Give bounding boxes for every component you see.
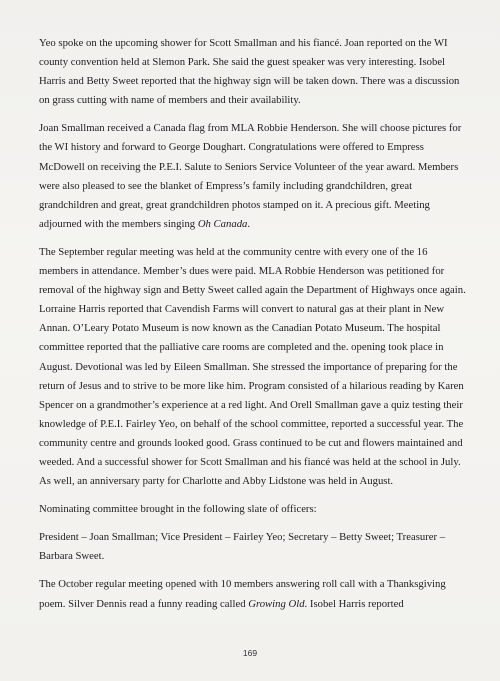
paragraph-6-end: . Isobel Harris reported [304,597,404,610]
paragraph-1-text: Yeo spoke on the upcoming shower for Scott Smallman and his fiancé. Joan reported on the WI county convention held at Slemon Park. She said the guest speaker was very interesting. Isobel Harris and Betty Sweet reported that the highway sign will be taken down. There was a discussion on grass cutting with name of members and their availability. [39,37,460,107]
body-text [39,34,469,623]
paragraph-3-text: The September regular meeting was held at the community centre with every one of the 16 members in attendance. Member’s dues were paid. MLA Robbie Henderson was petitioned for removal of the highway sign and Betty Sweet called again the Department of Highways once again. Lorraine Harris reported that Cavendish Farms will convert to natural gas at their plant in New Annan. O’Leary Potato Museum is now known as the Canadian Potato Museum. The hospital committee reported that the palliative care rooms are completed and the. opening took place in August. Devotional was led by Eileen Smallman. She stressed the importance of preparing for the return of Jesus and to strive to be more like him. Program consisted of a hilarious reading by Karen Spencer on a grandmother’s experience at a red light. And Orell Smallman gave a quiz testing their knowledge of P.E.I. Fairley Yeo, on behalf of the school committee, reported a successful year. The community centre and grounds looked good. Grass continued to be cut and flowers maintained and weeded. And a successful shower for Scott Smallman and his fiancé was held at the school in July. As well, an anniversary party for Charlotte and Abby Lidstone was held in August. [39,245,466,488]
paragraph-6 [39,575,469,613]
paragraph-3 [39,243,469,491]
paragraph-2-text: Joan Smallman received a Canada flag from MLA Robbie Henderson. She will choose pictures for the WI history and forward to George Doughart. Congratulations were offered to Empress McDowell on receiving the P.E.I. Salute to Seniors Service Volunteer of the year award. Members were also pleased to see the blanket of Empress’s family including grandchildren, great grandchildren and great, great grandchildren photos stamped on it. A precious gift. Meeting adjourned with the members singing [39,122,462,230]
song-title-oh-canada: Oh Canada [197,217,248,230]
paragraph-2 [39,119,469,234]
officers-slate-text: President – Joan Smallman; Vice President – Fairley Yeo; Secretary – Betty Sweet; Treasurer – Barbara Sweet. [39,531,446,563]
paragraph-4-text: Nominating committee brought in the following slate of officers: [39,503,317,516]
paragraph-5 [39,528,469,566]
page-number: 169 [242,648,258,658]
paragraph-1 [39,34,469,110]
reading-title-growing-old: Growing Old [248,597,305,610]
paragraph-4 [39,500,469,519]
paragraph-2-end: . [247,217,251,230]
paragraph-6-text: The October regular meeting opened with 10 members answering roll call with a Thanksgiving poem. Silver Dennis read a funny reading called [39,578,446,610]
